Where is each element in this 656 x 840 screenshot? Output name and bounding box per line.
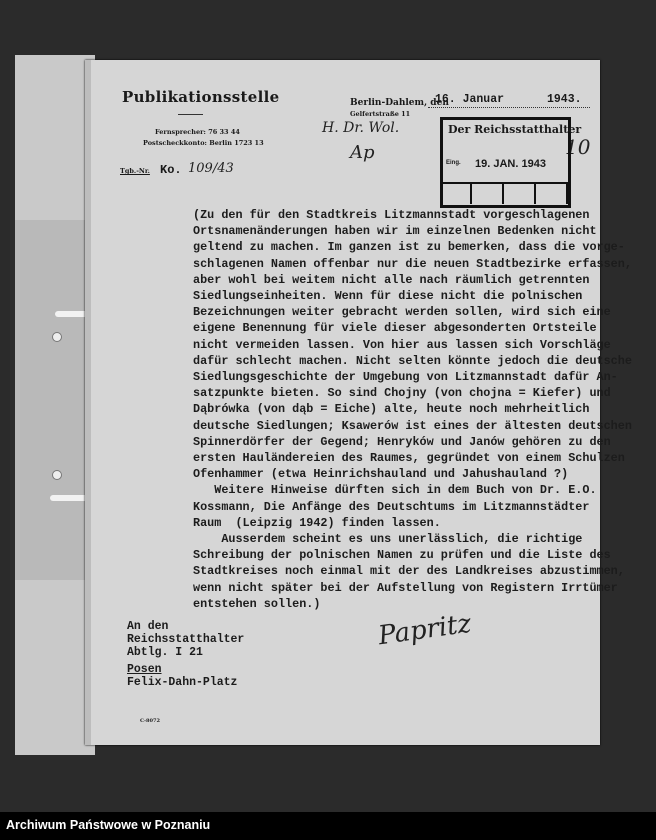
place: Berlin-Dahlem, den: [350, 98, 449, 108]
body-line: deutsche Siedlungen; Ksawerów ist eines der ältesten deutschen: [193, 418, 632, 433]
journal-label: Tgb.-Nr.: [120, 167, 150, 175]
archive-name: Archiwum Państwowe w Poznaniu: [6, 818, 211, 832]
address-line: Felix-Dahn-Platz: [127, 676, 238, 689]
body-line: nicht vermeiden lassen. Von hier aus lassen sich Vorschläge: [193, 337, 611, 352]
handwritten-note: H. Dr. Wol.: [322, 120, 400, 136]
body-line: schlagenen Namen offenbar nur die neuen Stadtbezirke erfassen,: [193, 256, 632, 271]
stamp-received-label: Eing.: [446, 160, 461, 166]
body-line: entstehen sollen.): [193, 596, 321, 611]
year: 1943.: [547, 93, 582, 106]
letterhead-office: Publikationsstelle: [122, 88, 280, 106]
journal-prefix: Ko.: [160, 163, 182, 177]
body-line: Ofenhammer (etwa Heinrichshauland und Jahushauland ?): [193, 467, 569, 482]
page-edge: [85, 60, 91, 745]
address-line: An den: [127, 620, 169, 633]
postal-account: Postscheckkonto: Berlin 1723 13: [143, 139, 264, 147]
address-line: Posen: [127, 663, 162, 676]
body-line: Spinnerdörfer der Gegend; Henryków und Janów gehören zu den: [193, 434, 611, 449]
form-code: C-8072: [140, 718, 160, 724]
margin-number: 10: [565, 135, 591, 159]
body-line: Dąbrówka (von dąb = Eiche) alte, heute noch mehrheitlich: [193, 402, 590, 417]
body-line: Bezeichnungen weiter gebracht werden sollen, wird sich eine: [193, 305, 611, 320]
body-line: eigene Benennung für viele dieser abgesonderten Ortsteile: [193, 321, 597, 336]
body-line: Siedlungseinheiten. Wenn für diese nicht die polnischen: [193, 289, 583, 303]
address-line: Abtlg. I 21: [127, 646, 203, 659]
body-line: geltend zu machen. Im ganzen ist zu bemerken, dass die vorge-: [193, 240, 625, 255]
signature: Papritz: [376, 608, 474, 652]
date: 16. Januar: [435, 93, 505, 106]
body-line: (Zu den für den Stadtkreis Litzmannstadt vorgeschlagenen: [193, 208, 590, 222]
body-line: ersten Hauländereien des Raumes, gegründet von einem Schulzen: [193, 451, 625, 465]
body-line: Schreibung der polnischen Namen zu prüfen und die Liste des: [193, 548, 611, 563]
street: Gelfertstraße 11: [350, 110, 411, 118]
date-line: [428, 107, 590, 108]
body-line: Ausserdem scheint es uns unerlässlich, die richtige: [193, 532, 583, 546]
stamp-title: Der Reichsstatthalter: [448, 123, 582, 136]
underlying-page-shadow: [15, 220, 85, 580]
body-line: aber wohl bei weitem nicht alle nach räumlich getrennten: [193, 272, 590, 287]
body-line: Siedlungsgeschichte der Umgebung von Litzmannstadt dafür An-: [193, 370, 618, 384]
body-line: Stadtkreises noch einmal mit der des Landkreises abzustimmen,: [193, 564, 625, 579]
body-line: satzpunkte bieten. So sind Chojny (von chojna = Kiefer) und: [193, 386, 611, 401]
divider: [178, 114, 203, 115]
handwritten-initials: Ap: [350, 142, 375, 163]
body-line: Weitere Hinweise dürften sich in dem Buch von Dr. E.O.: [193, 483, 597, 498]
journal-number: 109/43: [188, 161, 234, 176]
punch-hole: [52, 470, 62, 480]
body-line: Kossmann, Die Anfänge des Deutschtums im Litzmannstädter: [193, 499, 590, 514]
body-line: Raum (Leipzig 1942) finden lassen.: [193, 515, 441, 530]
stamp-date: 19. JAN. 1943: [475, 158, 546, 170]
stamp-grid: [440, 182, 568, 204]
address-line: Reichsstatthalter: [127, 633, 245, 646]
phone: Fernsprecher: 76 33 44: [155, 128, 240, 136]
body-line: wenn nicht später bei der Aufstellung von Registern Irrtümer: [193, 580, 618, 595]
body-line: Ortsnamenänderungen haben wir im einzelnen Bedenken nicht: [193, 224, 597, 239]
punch-hole: [52, 332, 62, 342]
body-line: dafür schlecht machen. Nicht selten könnte jedoch die deutsche: [193, 353, 632, 368]
